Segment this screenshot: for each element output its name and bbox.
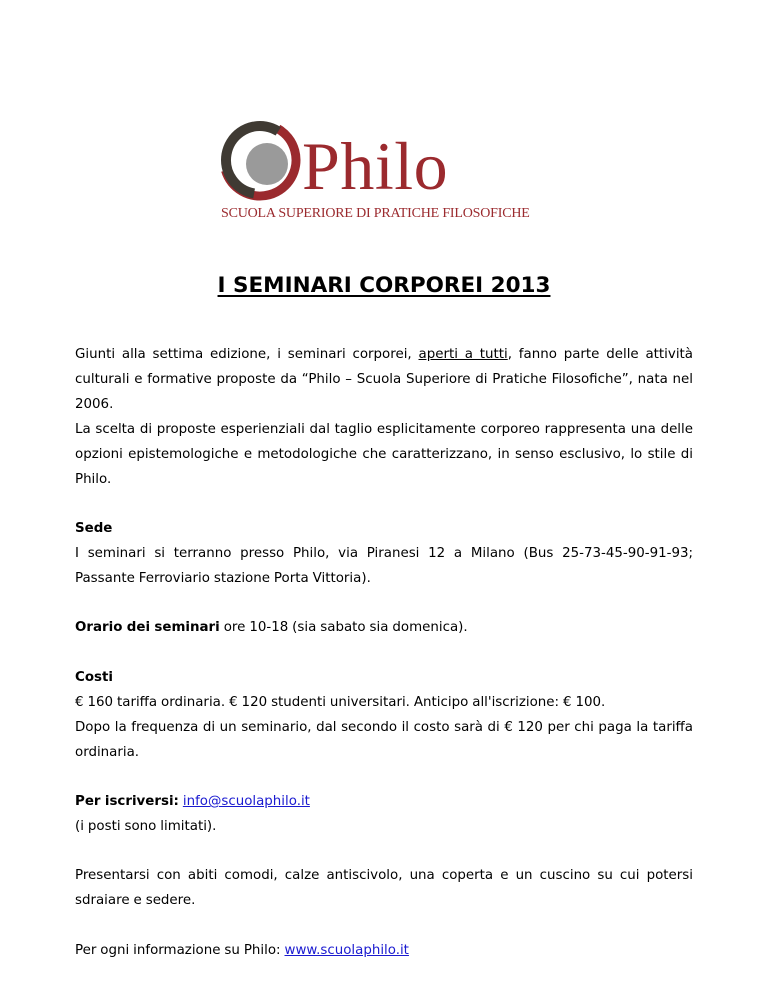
page-title: I SEMINARI CORPOREI 2013 (217, 273, 551, 298)
iscrizione-note: (i posti sono limitati). (75, 819, 217, 834)
info-text: Per ogni informazione su Philo: (75, 943, 285, 958)
philo-logo (218, 118, 558, 224)
intro-rest: , fanno parte delle attività culturali e formative proposte da “Philo – Scuola Superiore di Pratiche Filosofiche”, nata nel 2006. (75, 347, 693, 412)
logo-subtitle: SCUOLA SUPERIORE DI PRATICHE FILOSOFICHE (221, 206, 530, 221)
orario-label: Orario dei seminari (75, 620, 220, 635)
intro-paragraph (75, 342, 693, 417)
costi-line-2: Dopo la frequenza di un seminario, dal secondo il costo sarà di € 120 per chi paga la tariffa ordinaria. (75, 720, 693, 760)
email-link[interactable]: info@scuolaphilo.it (182, 794, 310, 809)
costi-heading: Costi (75, 670, 113, 685)
costi-line-1: € 160 tariffa ordinaria. € 120 studenti universitari. Anticipo all'iscrizione: € 100. (75, 695, 606, 710)
intro-highlight: aperti a tutti (418, 347, 508, 362)
document-body (75, 342, 693, 963)
intro-lead: Giunti alla settima edizione, i seminari corporei, (75, 347, 419, 362)
logo-wordmark: Philo (302, 128, 449, 204)
sede-heading: Sede (75, 521, 113, 536)
website-link[interactable]: www.scuolaphilo.it (284, 943, 409, 958)
orario-line (75, 615, 693, 640)
orario-text: ore 10-18 (sia sabato sia domenica). (219, 620, 468, 635)
philo-emblem-icon (218, 118, 302, 208)
intro-paragraph-2: La scelta di proposte esperienziali dal taglio esplicitamente corporeo rappresenta una delle opzioni epistemologiche e metodologiche che caratterizzano, in senso esclusivo, lo stile di Philo. (75, 422, 693, 487)
iscrizione-label: Per iscriversi: (75, 794, 179, 809)
abbigliamento-text: Presentarsi con abiti comodi, calze antiscivolo, una coperta e un cuscino su cui potersi sdraiare e sedere. (75, 868, 693, 908)
sede-text: I seminari si terranno presso Philo, via Piranesi 12 a Milano (Bus 25-73-45-90-91-93; Passante Ferroviario stazione Porta Vittoria). (75, 546, 693, 586)
iscrizione-line (75, 789, 693, 814)
info-line (75, 938, 693, 963)
emblem-dot-gray (246, 143, 288, 185)
